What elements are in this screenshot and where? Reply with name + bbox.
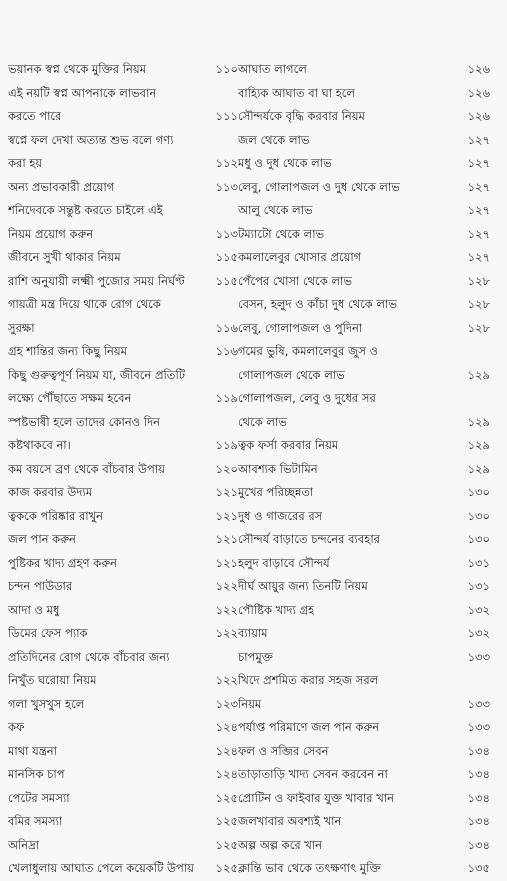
contents-entry [238, 105, 500, 129]
entry-title: আবশ্যক ভিটামিন [238, 461, 318, 476]
contents-entry [238, 387, 500, 411]
entry-title: মাথা যন্ত্রনা [8, 743, 57, 758]
entry-page-number: ১২২ [215, 579, 238, 593]
entry-title: ডিমের ফেস প্যাক [8, 626, 88, 640]
entry-title: শনিদেবকে সন্তুষ্ট করতে চাইলে এই [8, 203, 163, 217]
contents-entry [8, 481, 238, 505]
entry-title: মুখের পরিচ্ছন্নতা [238, 485, 314, 499]
entry-title: করতে পারে [8, 109, 62, 123]
entry-page-number: ১১২ [215, 156, 238, 170]
entry-title: সৌন্দর্যকে বৃদ্ধি করবার নিয়ম [238, 109, 365, 123]
entry-page-number: ১২৭ [467, 226, 490, 241]
entry-page-number: ১২৯ [467, 414, 490, 429]
contents-entry [8, 669, 238, 693]
contents-entry [238, 317, 500, 341]
entry-page-number: ১৩৪ [467, 837, 490, 852]
contents-entry [8, 599, 238, 623]
entry-title: হলুদ বাড়াবে সৌন্দর্য [238, 555, 330, 570]
entry-title: গ্রহ শান্তির জন্য কিছু নিয়ম [8, 344, 128, 358]
entry-title: পেটের সমস্যা [8, 790, 70, 805]
entry-page-number: ১২৫ [215, 861, 238, 875]
entry-title: কফ [8, 720, 25, 734]
entry-title: খেলাধুলায় আঘাত পেলে কয়েকটি উপায় [8, 861, 194, 875]
entry-title: গমের ভুষি, কমলালেবুর জুস ও [238, 344, 378, 358]
contents-entry [238, 857, 500, 881]
contents-entry [8, 293, 238, 317]
entry-title: ফল ও সব্জির সেবন [238, 743, 329, 758]
contents-entry [8, 58, 238, 82]
entry-page-number: ১২৫ [215, 837, 238, 852]
contents-entry [8, 105, 238, 129]
entry-title: জল থেকে লাভ [238, 132, 310, 147]
entry-page-number: ১২২ [215, 673, 238, 687]
entry-page-number: ১১৩ [215, 226, 238, 241]
contents-entry [238, 505, 500, 529]
entry-page-number: ১২৬ [467, 109, 490, 123]
contents-entry [8, 552, 238, 576]
entry-title: গায়ত্রী মন্ত্র দিয়ে থাকে রোগ থেকে [8, 297, 161, 311]
contents-entry [238, 740, 500, 764]
contents-entry [8, 364, 238, 388]
contents-entry [8, 716, 238, 740]
entry-title: চন্দন পাউডার [8, 579, 73, 593]
entry-title: পর্যাপ্ত পরিমাণে জল পান করুন [238, 720, 380, 734]
contents-entry [238, 787, 500, 811]
entry-page-number: ১৩০ [467, 508, 490, 523]
entry-page-number: ১২৫ [215, 790, 238, 805]
entry-page-number: ১৩০ [467, 532, 490, 546]
entry-title: বেসন, হলুদ ও কাঁচা দুধ থেকে লাভ [238, 297, 397, 311]
entry-title: ত্বককে পরিষ্কার রাখুন [8, 508, 104, 523]
entry-title: লেবু, গোলাপজল ও পুদিনা [238, 320, 363, 335]
entry-title: স্পষ্টভাষী হলে তাদের কোনও দিন [8, 414, 160, 429]
contents-left-column [8, 58, 238, 881]
entry-page-number: ১২৬ [467, 85, 490, 100]
entry-page-number: ১৩০ [467, 485, 490, 499]
entry-title: ভয়ানক স্বপ্ন থেকে মুক্তির নিয়ম [8, 62, 147, 76]
entry-page-number: ১২৭ [467, 132, 490, 147]
contents-entry [8, 317, 238, 341]
entry-page-number: ১২১ [215, 555, 238, 570]
entry-page-number: ১২১ [215, 485, 238, 499]
contents-entry [8, 646, 238, 670]
entry-title: জল পান করুন [8, 532, 76, 546]
contents-entry [238, 340, 500, 364]
contents-entry [238, 293, 500, 317]
entry-title: কাজ করবার উদ্যম [8, 485, 93, 499]
entry-title: নিয়ম প্রয়োগ করুন [8, 226, 94, 241]
entry-title: দীর্ঘ আয়ুর জন্য তিনটি নিয়ম [238, 579, 368, 593]
entry-title: অন্য প্রভাবকারী প্রয়োগ [8, 179, 115, 194]
contents-entry [238, 763, 500, 787]
entry-title: দুধ ও গাজরের রস [238, 508, 323, 523]
entry-title: সৌন্দর্য বাড়াতে চন্দনের ব্যবহার [238, 532, 380, 546]
entry-page-number: ১১৫ [215, 250, 238, 264]
entry-title: পুষ্টিকর খাদ্য গ্রহণ করুন [8, 555, 117, 570]
entry-page-number: ১১০ [215, 62, 238, 76]
entry-title: প্রতিদিনের রোগ থেকে বাঁচবার জন্য [8, 649, 170, 664]
contents-entry [8, 246, 238, 270]
entry-page-number: ১২৪ [215, 767, 238, 781]
entry-page-number: ১৩১ [467, 579, 490, 593]
entry-page-number: ১৩৪ [467, 743, 490, 758]
entry-title: স্বপ্নে ফল দেখা অত্যন্ত শুভ বলে গণ্য [8, 132, 174, 147]
entry-page-number: ১২২ [215, 626, 238, 640]
entry-page-number: ১১৩ [215, 179, 238, 194]
entry-title: বাহ্যিক আঘাত বা ঘা হলে [238, 85, 355, 100]
entry-page-number: ১৩২ [467, 602, 490, 617]
entry-page-number: ১৩৩ [467, 720, 490, 734]
entry-page-number: ১১৬ [215, 344, 238, 358]
entry-title: লেবু, গোলাপজল ও দুধ থেকে লাভ [238, 179, 400, 194]
contents-entry [238, 176, 500, 200]
contents-entry [238, 199, 500, 223]
entry-page-number: ১৩৪ [467, 790, 490, 805]
entry-page-number: ১২৭ [467, 203, 490, 217]
entry-title: পেঁপের খোসা থেকে লাভ [238, 273, 352, 288]
contents-entry [8, 810, 238, 834]
entry-title: সুরক্ষা [8, 320, 35, 335]
contents-entry [8, 199, 238, 223]
contents-entry [238, 82, 500, 106]
contents-entry [238, 622, 500, 646]
entry-page-number: ১২৯ [467, 461, 490, 476]
contents-entry [8, 575, 238, 599]
contents-entry [238, 834, 500, 858]
contents-entry [8, 528, 238, 552]
entry-title: জলখাবার অবশ্যই খান [238, 814, 342, 828]
contents-entry [8, 458, 238, 482]
contents-entry [238, 552, 500, 576]
entry-title: বমির সমস্যা [8, 814, 63, 828]
contents-right-column [238, 58, 500, 881]
entry-page-number: ১২০ [215, 461, 238, 476]
entry-page-number: ১১৫ [215, 273, 238, 288]
contents-entry [238, 458, 500, 482]
entry-title: টম্যাটো থেকে লাভ [238, 226, 325, 241]
entry-page-number: ১২৯ [467, 438, 490, 452]
entry-title: আদা ও মধু [8, 602, 60, 617]
entry-page-number: ১২৭ [467, 179, 490, 194]
contents-entry [8, 340, 238, 364]
contents-entry [8, 740, 238, 764]
contents-entry [238, 810, 500, 834]
contents-entry [238, 223, 500, 247]
entry-page-number: ১৩৩ [467, 696, 490, 711]
entry-page-number: ১১১ [215, 109, 238, 123]
contents-entry [8, 693, 238, 717]
contents-entry [8, 411, 238, 435]
entry-title: লক্ষ্যে পৌঁছাতে সক্ষম হবেন [8, 391, 132, 405]
entry-title: চাপমুক্ত [238, 649, 273, 664]
entry-title: আলু থেকে লাভ [238, 203, 313, 217]
entry-page-number: ১২১ [215, 532, 238, 546]
contents-entry [8, 82, 238, 106]
entry-page-number: ১২৮ [467, 320, 490, 335]
contents-entry [238, 599, 500, 623]
contents-entry [8, 505, 238, 529]
entry-title: অনিদ্রা [8, 837, 40, 852]
entry-page-number: ১৩৪ [467, 814, 490, 828]
contents-entry [8, 857, 238, 881]
entry-page-number: ১২৪ [215, 743, 238, 758]
contents-entry [238, 528, 500, 552]
contents-entry [8, 834, 238, 858]
contents-entry [238, 129, 500, 153]
entry-title: তাড়াতাড়ি খাদ্য সেবন করবেন না [238, 767, 388, 781]
entry-page-number: ১২৭ [467, 250, 490, 264]
entry-title: থেকে লাভ [238, 414, 287, 429]
contents-entry [238, 481, 500, 505]
contents-entry [8, 787, 238, 811]
entry-page-number: ১২৭ [467, 156, 490, 170]
entry-title: কষ্টথাকবে না। [8, 438, 71, 452]
entry-title: কম বয়সে ব্রণ থেকে বাঁচবার উপায় [8, 461, 165, 476]
entry-page-number: ১১৯ [215, 438, 238, 452]
entry-title: মধু ও দুধ থেকে লাভ [238, 156, 332, 170]
entry-page-number: ১৩৩ [467, 649, 490, 664]
contents-entry [238, 646, 500, 670]
entry-title: গোলাপজল থেকে লাভ [238, 367, 345, 382]
entry-title: জীবনে সুখী থাকার নিয়ম [8, 250, 121, 264]
contents-entry [238, 246, 500, 270]
contents-entry [8, 152, 238, 176]
contents-entry [8, 763, 238, 787]
entry-page-number: ১৩২ [467, 626, 490, 640]
entry-page-number: ১৩৪ [467, 767, 490, 781]
entry-title: গোলাপজল, লেবু ও দুধের সর [238, 391, 376, 405]
contents-entry [238, 693, 500, 717]
entry-page-number: ১২৯ [467, 367, 490, 382]
entry-title: করা হয় [8, 156, 43, 170]
entry-title: নিখুঁত ঘরোয়া নিয়ম [8, 673, 97, 687]
contents-entry [8, 223, 238, 247]
contents-entry [238, 716, 500, 740]
entry-title: মানসিক চাপ [8, 767, 65, 781]
entry-title: অল্প অল্প করে খান [238, 837, 323, 852]
entry-title: খিদে প্রশমিত করার সহজ সরল [238, 673, 379, 687]
entry-title: ক্লান্তি ভাব থেকে তৎক্ষণাৎ মুক্তি [238, 861, 381, 875]
entry-title: এই নয়টি স্বপ্ন আপনাকে লাভবান [8, 85, 157, 100]
contents-entry [238, 270, 500, 294]
entry-title: ব্যায়াম [238, 626, 268, 640]
contents-entry [238, 434, 500, 458]
entry-page-number: ১২৩ [215, 696, 238, 711]
entry-title: গলা খুসখুস হলে [8, 696, 85, 711]
entry-title: নিয়ম [238, 696, 262, 711]
entry-title: রাশি অনুযায়ী লক্ষ্মী পুজোর সময় নির্ঘণ্ট [8, 273, 185, 288]
entry-title: প্রোটিন ও ফাইবার যুক্ত খাবার খান [238, 790, 395, 805]
contents-entry [8, 176, 238, 200]
contents-entry [238, 411, 500, 435]
contents-entry [8, 387, 238, 411]
entry-title: পৌষ্টিক খাদ্য গ্রহ [238, 602, 315, 617]
contents-entry [238, 152, 500, 176]
entry-page-number: ১২২ [215, 602, 238, 617]
entry-page-number: ১৩৫ [467, 861, 490, 875]
contents-entry [238, 364, 500, 388]
contents-entry [238, 669, 500, 693]
entry-page-number: ১২৮ [467, 297, 490, 311]
contents-entry [238, 58, 500, 82]
entry-page-number: ১১৯ [215, 391, 238, 405]
entry-page-number: ১৩১ [467, 555, 490, 570]
contents-entry [8, 434, 238, 458]
entry-title: ত্বক ফর্সা করবার নিয়ম [238, 438, 339, 452]
contents-entry [8, 270, 238, 294]
contents-entry [8, 622, 238, 646]
entry-title: আঘাত লাগলে [238, 62, 307, 76]
entry-page-number: ১২৮ [467, 273, 490, 288]
entry-page-number: ১২৪ [215, 720, 238, 734]
entry-title: কমলালেবুর খোসার প্রয়োগ [238, 250, 362, 264]
entry-page-number: ১২৬ [467, 62, 490, 76]
entry-page-number: ১১৬ [215, 320, 238, 335]
entry-title: কিছু গুরুত্বপূর্ণ নিয়ম যা, জীবনে প্রতিটি [8, 367, 185, 382]
entry-page-number: ১২১ [215, 508, 238, 523]
entry-page-number: ১২৫ [215, 814, 238, 828]
contents-entry [238, 575, 500, 599]
contents-entry [8, 129, 238, 153]
